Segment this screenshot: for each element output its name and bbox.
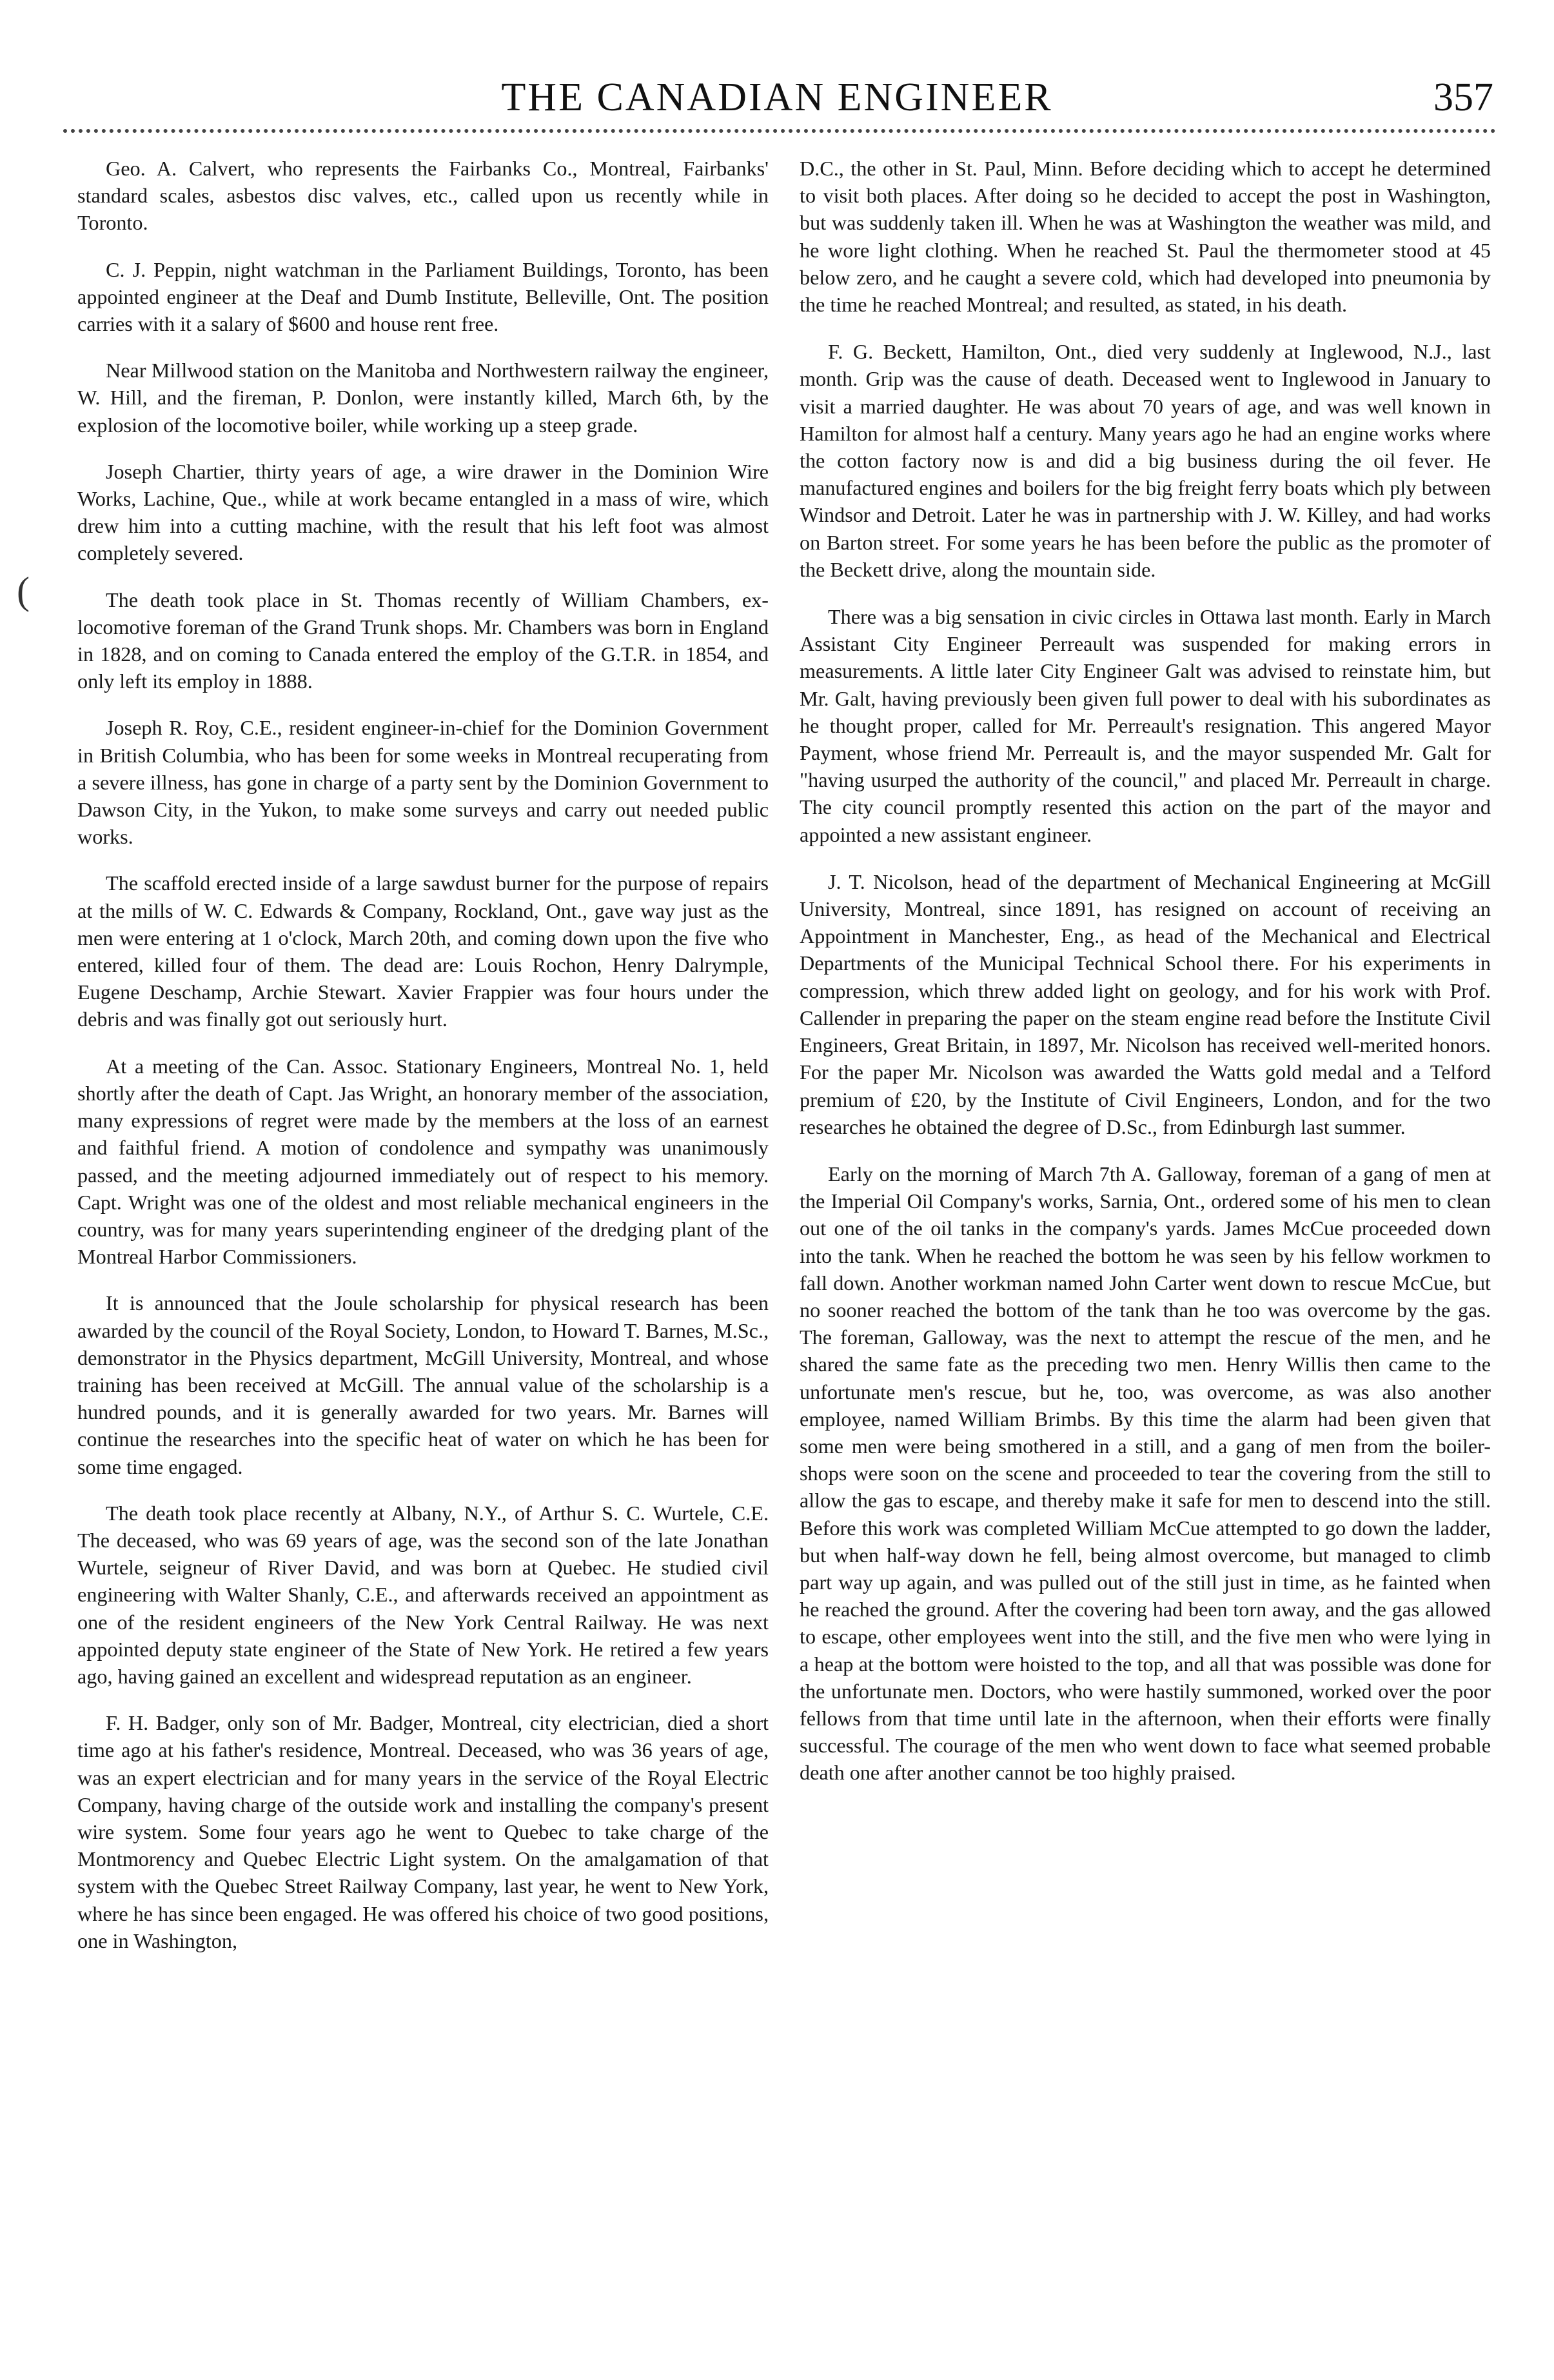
news-item-joule-scholarship: It is announced that the Joule scholarship for physical research has been awarded by the council of the Royal Society, London, to Howard T. Barnes, M.Sc., demonstrator in the Physics department, McGill University, Montreal, and whose training has been received at McGill. The annual value of the scholarship is a hundred pounds, and it is generally awarded for two years. Mr. Barnes will continue the researches into the specific heat of water on which he has been for some time engaged. [77, 1291, 769, 1478]
news-item-stationary-engineers: At a meeting of the Can. Assoc. Stationary Engineers, Montreal No. 1, held shortly after the death of Capt. Jas Wright, an honorary member of the association, many expressions of regret were made by the members at the loss of an earnest and faithful friend. A motion of condolence and sympathy was unanimously passed, and the meeting adjourned immediately out of respect to his memory. Capt. Wright was one of the oldest and most reliable mechanical engineers in the country, was for many years superintending engineer of the dredging plant of the Montreal Harbor Commissioners. [77, 1054, 769, 1269]
news-item-beckett: F. G. Beckett, Hamilton, Ont., died very suddenly at Inglewood, N.J., last month. Grip was the cause of death. Deceased went to Inglewood in January to visit a married daughter. He was about 70 years of age, and was well known in Hamilton for almost half a century. Many years ago he had an engine works where the cotton factory now is and did a big business during the oil fever. He manufactured engines and boilers for the big freight ferry boats which ply between Windsor and Detroit. Later he was in partnership with J. W. Killey, and had works on Barton street. For some years he has been before the public as the promoter of the Beckett drive, along the mountain side. [800, 340, 1491, 581]
news-item-ottawa: There was a big sensation in civic circles in Ottawa last month. Early in March Assistant City Engineer Perreault was suspended for making errors in measurements. A little later City Engineer Galt was advised to reinstate him, but Mr. Galt, having previously been given full power to deal with his subordinates as he thought proper, called for Mr. Perreault's resignation. This angered Mayor Payment, whose friend Mr. Perreault is, and the mayor suspended Mr. Galt for "having usurped the authority of the council," and placed Mr. Perreault in charge. The city council promptly resented this action on the part of the mayor and appointed a new assistant engineer. [800, 605, 1491, 846]
news-item-nicolson: J. T. Nicolson, head of the department of Mechanical Engineering at McGill University, Montreal, since 1891, has resigned on account of receiving an Appointment in Manchester, Eng., as head of the Mechanical and Electrical Departments of the Municipal Technical School there. For his experiments in compression, which threw added light on geology, and for his work with Prof. Callender in preparing the paper on the steam engine read before the Institute Civil Engineers, Great Britain, in 1897, Mr. Nicolson has received well-merited honors. For the paper Mr. Nicolson was awarded the Watts gold medal and a Telford premium of £20, by the Institute of Civil Engineers, London, and for the two researches he obtained the degree of D.Sc., from Edinburgh last summer. [800, 869, 1491, 1138]
header-rule [63, 129, 1496, 133]
page-header [58, 75, 1496, 137]
news-item-wurtele: The death took place recently at Albany, N.Y., of Arthur S. C. Wurtele, C.E. The deceased, who was 69 years of age, was the second son of the late Jonathan Wurtele, seigneur of River David, and was born at Quebec. He studied civil engineering with Walter Shanly, C.E., and afterwards received an appointment as one of the resident engineers of the New York Central Railway. He was next appointed deputy state engineer of the State of New York. He retired a few years ago, having gained an excellent and widespread reputation as an engineer. [77, 1501, 769, 1688]
journal-title: THE CANADIAN ENGINEER [501, 75, 1053, 119]
news-item-millwood-explosion: Near Millwood station on the Manitoba and Northwestern railway the engineer, W. Hill, and the fireman, P. Donlon, were instantly killed, March 6th, by the explosion of the locomotive boiler, while working up a steep grade. [77, 359, 769, 437]
news-item-chambers: The death took place in St. Thomas recently of William Chambers, ex-locomotive foreman of the Grand Trunk shops. Mr. Chambers was born in England in 1828, and on coming to Canada entered the employ of the G.T.R. in 1854, and only left its employ in 1888. [77, 588, 769, 693]
news-item-roy: Joseph R. Roy, C.E., resident engineer-in-chief for the Dominion Government in British Columbia, who has been for some weeks in Montreal recuperating from a severe illness, has gone in charge of a party sent by the Dominion Government to Dawson City, in the Yukon, to make some surveys and carry out needed public works. [77, 716, 769, 849]
right-column [800, 155, 1491, 2341]
left-column [77, 155, 769, 2341]
news-item-galloway: Early on the morning of March 7th A. Galloway, foreman of a gang of men at the Imperial Oil Company's works, Sarnia, Ont., ordered some of his men to clean out one of the oil tanks in the company's yards. James McCue proceeded down into the tank. When he reached the bottom he was seen by his fellow workmen to fall down. Another workman named John Carter went down to rescue McCue, but no sooner reached the bottom of the tank than he too was overcome by the gas. The foreman, Galloway, was the next to attempt the rescue of the men, and he shared the same fate as the preceding two men. Henry Willis then came to the unfortunate men's rescue, but he, too, was overcome, as was also another employee, named William Brimbs. By this time the alarm had been given that some men were being smothered in a still, and a gang of men from the boiler-shops were soon on the scene and proceeded to tear the covering from the still to allow the gas to escape, and thereby make it safe for men to descend into the still. Before this work was completed William McCue attempted to go down the ladder, but when half-way down he fell, being almost overcome, but managed to climb part way up again, and was pulled out of the still just in time, as he fainted when he reached the ground. After the covering had been torn away, and the gas allowed to escape, other employees went into the still, and the five men who were lying in a heap at the bottom were hoisted to the top, and all that was possible was done for the unfortunate men. Doctors, who were hastily summoned, worked over the poor fellows from that time until late in the afternoon, when their efforts were finally successful. The courage of the men who went down to face what seemed probable death one after another cannot be too highly praised. [800, 1162, 1491, 1785]
news-item-badger-continued: D.C., the other in St. Paul, Minn. Before deciding which to accept he determined to visit both places. After doing so he decided to accept the post in Washington, but was suddenly taken ill. When he was at Washington the weather was mild, and he wore light clothing. When he reached St. Paul the thermometer stood at 45 below zero, and he caught a severe cold, which had developed into pneumonia by the time he reached Montreal; and resulted, as stated, in his death. [800, 157, 1491, 317]
margin-bracket-mark: ( [17, 570, 30, 612]
news-item-badger: F. H. Badger, only son of Mr. Badger, Montreal, city electrician, died a short time ago at his father's residence, Montreal. Deceased, who was 36 years of age, was an expert electrician and for many years in the service of the Royal Electric Company, having charge of the outside work and installing the company's present wire system. Some four years ago he went to Quebec to take charge of the Montmorency and Quebec Electric Light system. On the amalgamation of that system with the Quebec Street Railway Company, last year, he went to New York, where he has since been engaged. He was offered his choice of two good positions, one in Washington, [77, 1711, 769, 1952]
news-item-chartier: Joseph Chartier, thirty years of age, a wire drawer in the Dominion Wire Works, Lachine, Que., while at work became entangled in a mass of wire, which drew him into a cutting machine, with the result that his left foot was almost completely severed. [77, 459, 769, 565]
news-item-calvert: Geo. A. Calvert, who represents the Fairbanks Co., Montreal, Fairbanks' standard scales, asbestos disc valves, etc., called upon us recently while in Toronto. [77, 157, 769, 235]
news-item-scaffold: The scaffold erected inside of a large sawdust burner for the purpose of repairs at the mills of W. C. Edwards & Company, Rockland, Ont., gave way just as the men were entering at 1 o'clock, March 20th, and coming down upon the five who entered, killed four of them. The dead are: Louis Rochon, Henry Dalrymple, Eugene Deschamp, Archie Stewart. Xavier Frappier was four hours under the debris and was finally got out seriously hurt. [77, 871, 769, 1031]
page-number: 357 [1433, 75, 1493, 119]
news-item-peppin: C. J. Peppin, night watchman in the Parliament Buildings, Toronto, has been appointed engineer at the Deaf and Dumb Institute, Belleville, Ont. The position carries with it a salary of $600 and house rent free. [77, 257, 769, 336]
